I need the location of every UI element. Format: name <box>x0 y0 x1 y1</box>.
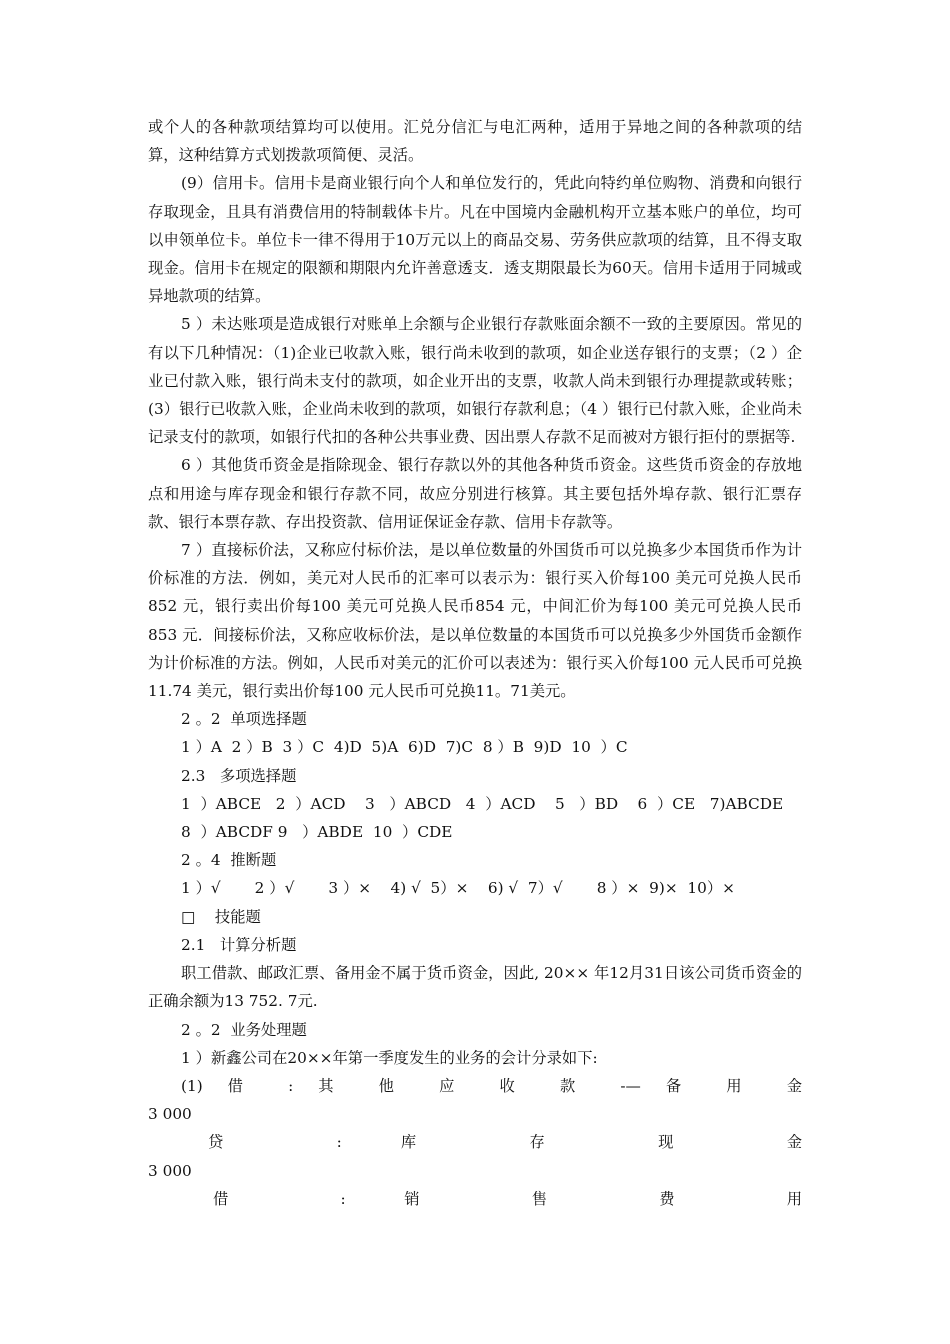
answers-judgment: 1 ）√ 2 ）√ 3 ）× 4) √ 5）× 6) √ 7）√ 8 ）× 9)× 10）× <box>181 879 735 898</box>
answers-single-choice: 1 ）A 2 ）B 3 ）C 4)D 5)A 6)D 7)C 8 ）B 9)D 10 ）C <box>181 738 628 757</box>
heading-single-choice: 2 。2 单项选择题 <box>181 710 307 729</box>
journal-entry-credit-1: 贷 : 库 存 现 金 <box>208 1133 802 1152</box>
paragraph-calculation: 职工借款、邮政汇票、备用金不属于货币资金，因此, 20×× 年12月31日该公司货币资金的正确余额为13 752. 7元. <box>148 964 802 1011</box>
answers-multiple-choice-2: 8 ）ABCDF 9 ）ABDE 10 ）CDE <box>181 823 453 842</box>
heading-calculation: 2.1 计算分析题 <box>181 935 297 954</box>
paragraph-credit-card: (9）信用卡。信用卡是商业银行向个人和单位发行的，凭此向特约单位购物、消费和向银行存取现金，且具有消费信用的特制载体卡片。凡在中国境内金融机构开立基本账户的单位，均可以申领单位卡。单位卡一律不得用于10万元以上的商品交易、劳务供应款项的结算，且不得支取现金。信用卡在规定的限额和期限内允许善意透支．透支期限最长为60天。信用卡适用于同城或异地款项的结算。 <box>148 174 802 306</box>
journal-entry-amount-1: 3 000 <box>148 1105 192 1124</box>
paragraph-outstanding-items: 5 ）未达账项是造成银行对账单上余额与企业银行存款账面余额不一致的主要原因。常见的有以下几种情况：（1)企业已收款入账，银行尚未收到的款项，如企业送存银行的支票；（2 ）企业已付款入账，银行尚未支付的款项，如企业开出的支票，收款人尚未到银行办理提款或转账；(3）银行已收款入账，企业尚未收到的款项，如银行存款利息；（4 ）银行已付款入账，企业尚未记录支付的款项，如银行代扣的各种公共事业费、因出票人存款不足而被对方银行拒付的票据等. <box>148 315 802 447</box>
paragraph-exchange-rate: 7 ）直接标价法，又称应付标价法，是以单位数量的外国货币可以兑换多少本国货币作为计价标准的方法．例如，美元对人民币的汇率可以表示为：银行买入价每100 美元可兑换人民币852 元，银行卖出价每100 美元可兑换人民币854 元，中间汇价为每100 美元可兑换人民币853 元．间接标价法，又称应收标价法，是以单位数量的本国货币可以兑换多少外国货币金额作为计价标准的方法。例如，人民币对美元的汇价可以表述为：银行买入价每100 元人民币可兑换11.74 美元，银行卖出价每100 元人民币可兑换11。71美元。 <box>148 541 802 701</box>
journal-entry-debit-2: 借 : 销 售 费 用 <box>213 1189 802 1208</box>
heading-skills: □ 技能题 <box>181 907 261 926</box>
document-page <box>148 113 802 1213</box>
journal-entry-amount-2: 3 000 <box>148 1161 192 1180</box>
paragraph-other-monetary-funds: 6 ）其他货币资金是指除现金、银行存款以外的其他各种货币资金。这些货币资金的存放地点和用途与库存现金和银行存款不同，故应分别进行核算。其主要包括外埠存款、银行汇票存款、银行本票存款、存出投资款、信用证保证金存款、信用卡存款等。 <box>148 456 802 531</box>
paragraph-remittance: 或个人的各种款项结算均可以使用。汇兑分信汇与电汇两种，适用于异地之间的各种款项的结算，这种结算方式划拨款项简便、灵活。 <box>148 118 802 165</box>
answers-multiple-choice-1: 1 ）ABCE 2 ）ACD 3 ）ABCD 4 ）ACD 5 ）BD 6 ）CE 7)ABCDE <box>181 794 784 813</box>
heading-judgment: 2 。4 推断题 <box>181 851 277 870</box>
heading-multiple-choice: 2.3 多项选择题 <box>181 766 297 785</box>
paragraph-journal-intro: 1 ）新鑫公司在20××年第一季度发生的业务的会计分录如下: <box>181 1048 598 1067</box>
journal-entry-debit-1: (1) 借 : 其 他 应 收 款 -— 备 用 金 <box>181 1076 802 1095</box>
heading-business-processing: 2 。2 业务处理题 <box>181 1020 307 1039</box>
